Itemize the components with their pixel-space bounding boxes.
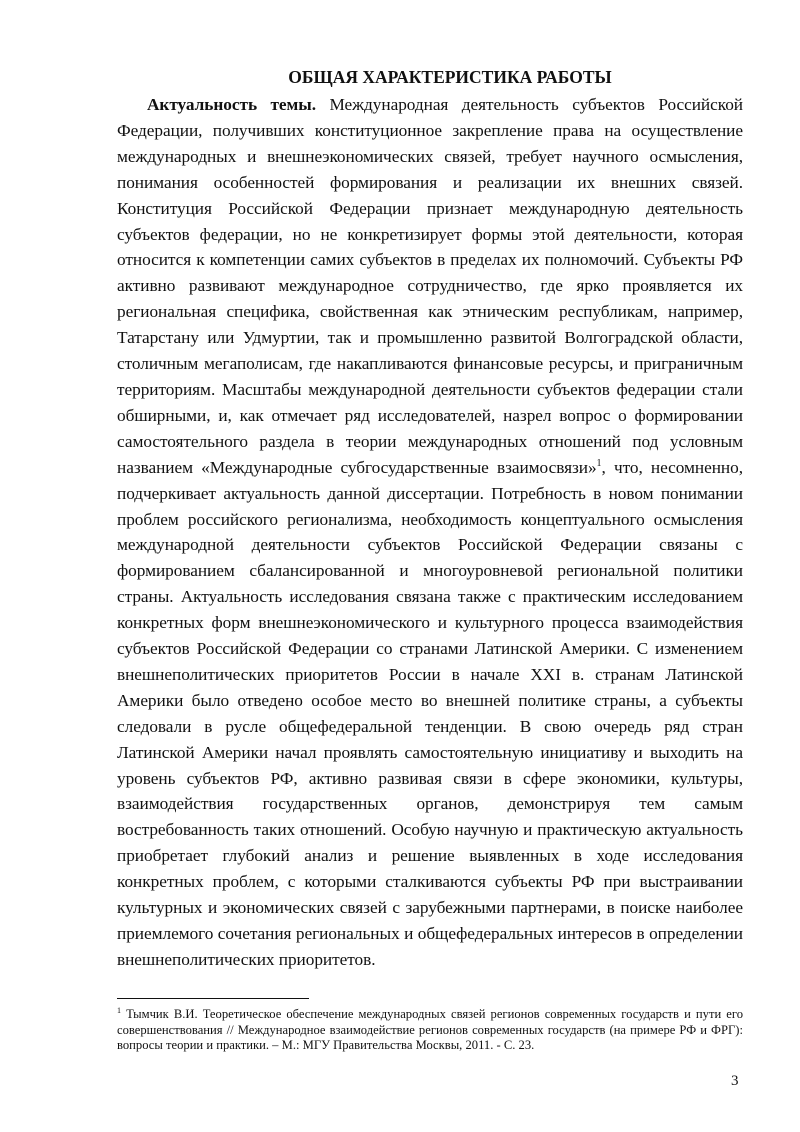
- footnote: [117, 1007, 743, 1054]
- footnote-divider: [117, 998, 309, 999]
- page-number: 3: [731, 1073, 739, 1089]
- footnote-mark: 1: [117, 1005, 121, 1015]
- paragraph-text-after-ref: , что, несомненно, подчеркивает актуальность данной диссертации. Потребность в новом понимании проблем российского регионализма, необходимость концептуального осмысления международной деятельности субъектов Российской Федерации связаны с формированием сбалансированной и многоуровневой региональной политики страны. Актуальность исследования связана также с практическим исследованием конкретных форм внешнеэкономического и культурного процесса взаимодействия субъектов Российской Федерации со странами Латинской Америки. С изменением внешнеполитических приоритетов России в начале XXI в. странам Латинской Америки было отведено особое место во внешней политике страны, а субъекты следовали в русле общефедеральной тенденции. В свою очередь ряд стран Латинской Америки начал проявлять самостоятельную инициативу и выходить на уровень субъектов РФ, активно развивая связи в сфере экономики, культуры, взаимодействия государственных органов, демонстрируя тем самым востребованность таких отношений. Особую научную и практическую актуальность приобретает глубокий анализ и решение выявленных в ходе исследования конкретных проблем, с которыми сталкиваются субъекты РФ при выстраивании культурных и экономических связей с зарубежными партнерами, в поиске наиболее приемлемого сочетания региональных и общефедеральных интересов в определении внешнеполитических приоритетов.: [117, 457, 743, 969]
- footnote-reference: 1: [596, 457, 602, 469]
- paragraph-text-before-ref: Международная деятельность субъектов Российской Федерации, получивших конституционное закрепление права на осуществление международных и внешнеэкономических связей, требует научного осмысления, понимания особенностей формирования и реализации их внешних связей. Конституция Российской Федерации признает международную деятельность субъектов федерации, но не конкретизирует формы этой деятельности, которая относится к компетенции самих субъектов в пределах их полномочий. Субъекты РФ активно развивают международное сотрудничество, где ярко проявляется их региональная специфика, свойственная как этническим республикам, например, Татарстану или Удмуртии, так и промышленно развитой Волгоградской области, столичным мегаполисам, где накапливаются финансовые ресурсы, и приграничным территориям. Масштабы международной деятельности субъектов федерации стали обширными, и, как отмечает ряд исследователей, назрел вопрос о формировании самостоятельного раздела в теории международных отношений под условным названием «Международные субгосударственные взаимосвязи»: [117, 95, 743, 477]
- paragraph-lead: Актуальность темы.: [147, 95, 316, 114]
- document-page: [117, 64, 743, 973]
- page-title: ОБЩАЯ ХАРАКТЕРИСТИКА РАБОТЫ: [288, 67, 612, 87]
- footnote-text: Тымчик В.И. Теоретическое обеспечение международных связей регионов современных государств и пути его совершенствования // Международное взаимодействие регионов современных государств (на примере РФ и ФРГ): вопросы теории и практики. – М.: МГУ Правительства Москвы, 2011. - С. 23.: [117, 1007, 743, 1052]
- body-paragraph: [117, 92, 743, 973]
